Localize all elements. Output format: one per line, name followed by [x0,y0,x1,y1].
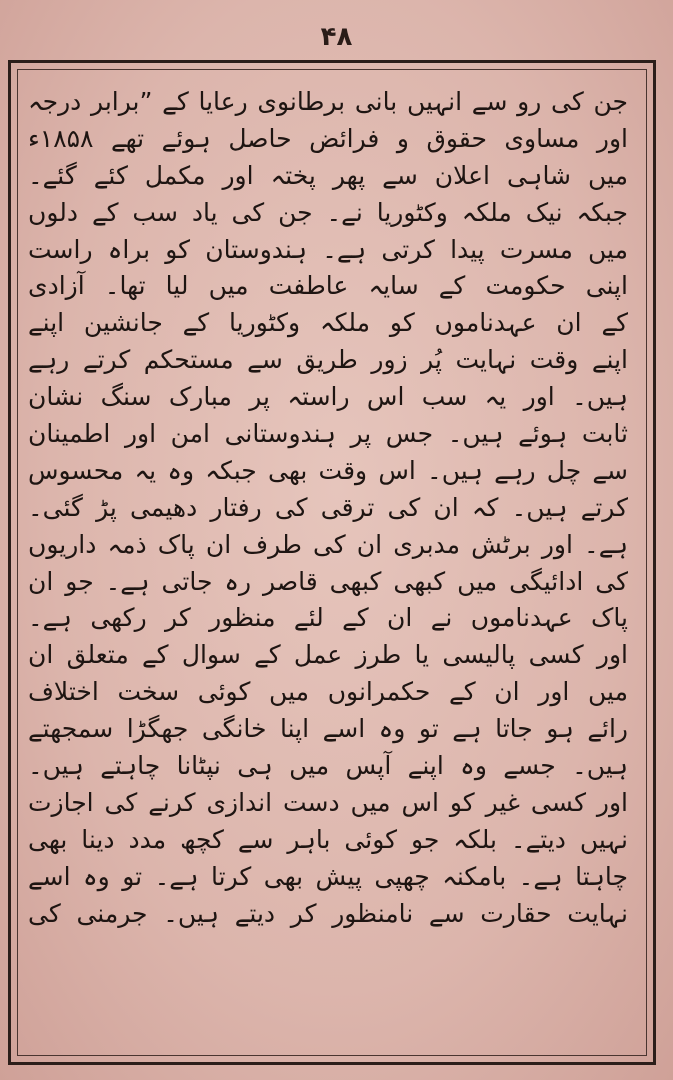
text-line: پاک عہدناموں نے ان کے لئے منظور کر رکھی ہے۔ [28,603,628,633]
text-line: کے ان عہدناموں کو ملکہ وکٹوریا کے جانشین اپنے [28,308,628,338]
text-line: ثابت ہوئے ہیں۔ جس پر ہندوستانی امن اور اطمینان [28,419,628,449]
text-line: کی ادائیگی میں کبھی کبھی قاصر رہ جاتی ہے۔ جو ان [28,566,628,596]
text-line: اور مساوی حقوق و فرائض حاصل ہوئے تھے ۱۸۵۸ء [28,123,628,153]
text-line: سے چل رہے ہیں۔ اس وقت بھی جبکہ وہ یہ محسوس [28,455,628,485]
text-line: نہیں دیتے۔ بلکہ جو کوئی باہر سے کچھ مدد دینا بھی [28,824,628,854]
text-line: میں مسرت پیدا کرتی ہے۔ ہندوستان کو براہ راست [28,234,628,264]
text-line: اور کسی پالیسی یا طرز عمل کے سوال کے متعلق ان [28,640,628,670]
text-line: ہیں۔ اور یہ سب اس راستہ پر مبارک سنگ نشان [28,382,628,412]
text-line: رائے ہو جاتا ہے تو وہ اسے اپنا خانگی جھگڑا سمجھتے [28,714,628,744]
text-line: اپنے وقت نہایت پُر زور طریق سے مستحکم کرتے رہے [28,345,628,375]
text-line: اور کسی غیر کو اس میں دست اندازی کرنے کی اجازت [28,787,628,817]
text-line: کرتے ہیں۔ کہ ان کی ترقی کی رفتار دھیمی پڑ گئی۔ [28,492,628,522]
text-line: اپنی حکومت کے سایہ عاطفت میں لیا تھا۔ آزادی [28,271,628,301]
text-line: میں شاہی اعلان سے پھر پختہ اور مکمل کئے گئے۔ [28,160,628,190]
urdu-text-block [28,84,628,1044]
text-line: جبکہ نیک ملکہ وکٹوریا نے۔ جن کی یاد سب کے دلوں [28,197,628,227]
text-line: چاہتا ہے۔ بامکنہ چھپی پیش بھی کرتا ہے۔ تو وہ اسے [28,861,628,891]
text-line: نہایت حقارت سے نامنظور کر دیتے ہیں۔ جرمنی کی [28,898,628,928]
text-line: ہیں۔ جسے وہ اپنے آپس میں ہی نپٹانا چاہتے ہیں۔ [28,751,628,781]
text-line: ہے۔ اور برٹش مدبری ان کی طرف ان پاک ذمہ داریوں [28,529,628,559]
text-line: جن کی رو سے انہیں بانی برطانوی رعایا کے ”برابر درجہ [28,87,628,116]
text-line: میں اور ان کے حکمرانوں میں کوئی سخت اختلاف [28,677,628,707]
page-number: ۴۸ [320,22,353,52]
